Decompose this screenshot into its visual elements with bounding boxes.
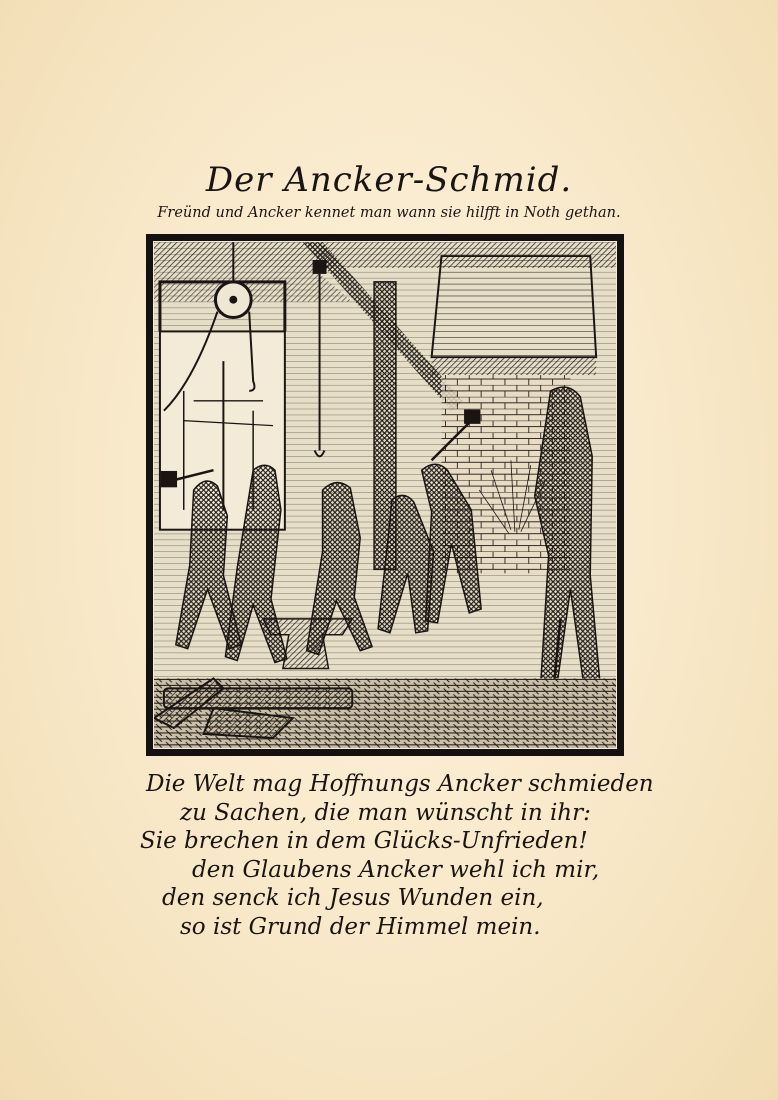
- verse-line: den senck ich Jesus Wunden ein,: [162, 885, 544, 911]
- verse-line: Die Welt mag Hoffnungs Ancker schmieden: [146, 771, 654, 797]
- engraving-image: [153, 241, 617, 749]
- motto: Freünd und Ancker kennet man wann sie hilfft in Noth gethan.: [157, 205, 621, 221]
- engraving-plate: [146, 234, 624, 756]
- verse-line: den Glaubens Ancker wehl ich mir,: [192, 856, 600, 883]
- verse-line: Sie brechen in dem Glücks-Unfrieden!: [140, 828, 588, 854]
- verse: [140, 770, 654, 941]
- page-title: Der Ancker-Schmid.: [205, 160, 573, 200]
- workshop-scene-icon: [154, 242, 616, 748]
- verse-line: so ist Grund der Himmel mein.: [180, 913, 541, 940]
- verse-line: zu Sachen, die man wünscht in ihr:: [180, 799, 591, 826]
